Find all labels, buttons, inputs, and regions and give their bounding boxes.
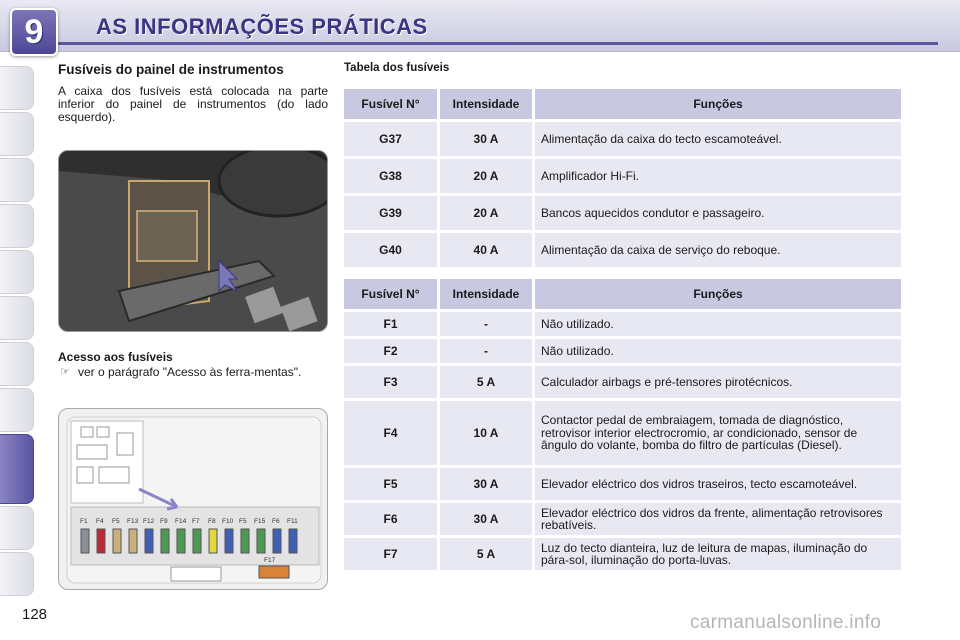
fuse-function: Elevador eléctrico dos vidros traseiros, tecto escamoteável. bbox=[535, 468, 901, 500]
table-row bbox=[344, 159, 901, 193]
table-row bbox=[344, 503, 901, 535]
col-header-functions: Funções bbox=[535, 279, 901, 309]
table-header-row bbox=[344, 279, 901, 309]
fuse-function: Não utilizado. bbox=[535, 312, 901, 336]
chapter-tab-10[interactable] bbox=[0, 506, 34, 550]
fuse-number: F5 bbox=[344, 468, 437, 500]
fuse-number: F1 bbox=[344, 312, 437, 336]
chapter-tabs bbox=[0, 52, 36, 612]
fuse-number: F2 bbox=[344, 339, 437, 363]
fuse-label: F4 bbox=[96, 518, 104, 525]
fuse-label: F13 bbox=[127, 518, 139, 525]
chapter-tab-4[interactable] bbox=[0, 204, 34, 248]
fuse-table-f bbox=[341, 276, 904, 573]
fuse-function: Alimentação da caixa de serviço do reboque. bbox=[535, 233, 901, 267]
fuse-function: Luz do tecto dianteira, luz de leitura de mapas, iluminação do pára-sol, iluminação do porta-luvas. bbox=[535, 538, 901, 570]
table-row bbox=[344, 401, 901, 465]
fuse-number: G37 bbox=[344, 122, 437, 156]
fuse-function: Alimentação da caixa do tecto escamoteável. bbox=[535, 122, 901, 156]
left-column bbox=[58, 62, 328, 124]
fuse-label: F11 bbox=[287, 518, 298, 525]
access-text: ver o parágrafo "Acesso às ferra-mentas". bbox=[78, 365, 302, 379]
chapter-tab-11[interactable] bbox=[0, 552, 34, 596]
fuse-amperage: 30 A bbox=[440, 468, 532, 500]
fuse-number: F4 bbox=[344, 401, 437, 465]
page-title: AS INFORMAÇÕES PRÁTICAS bbox=[96, 14, 428, 39]
watermark: carmanualsonline.info bbox=[690, 612, 882, 633]
fuse-amperage: - bbox=[440, 312, 532, 336]
fuse-amperage: 30 A bbox=[440, 503, 532, 535]
fuse-amperage: 30 A bbox=[440, 122, 532, 156]
fuse-function: Contactor pedal de embraiagem, tomada de diagnóstico, retrovisor interior electrocromio, ar condicionado, sensor de ângulo do volante, bomba do filtro de partículas (Diesel). bbox=[535, 401, 901, 465]
section-body: A caixa dos fusíveis está colocada na parte inferior do painel de instrumentos (do lado esquerdo). bbox=[58, 84, 328, 124]
fuse-amperage: 40 A bbox=[440, 233, 532, 267]
table-row bbox=[344, 233, 901, 267]
fuse-label: F12 bbox=[143, 518, 155, 525]
chapter-tab-2[interactable] bbox=[0, 112, 34, 156]
col-header-fuse: Fusível N° bbox=[344, 279, 437, 309]
chapter-badge: 9 bbox=[10, 8, 58, 56]
fuse-label: F5 bbox=[112, 518, 120, 525]
fuse-table-g bbox=[341, 86, 904, 270]
fuse-label: F10 bbox=[222, 518, 234, 525]
chapter-tab-8[interactable] bbox=[0, 388, 34, 432]
chapter-tab-5[interactable] bbox=[0, 250, 34, 294]
fuse-number: F6 bbox=[344, 503, 437, 535]
fuse-label: F14 bbox=[175, 518, 187, 525]
page-header bbox=[0, 0, 960, 52]
chapter-tab-6[interactable] bbox=[0, 296, 34, 340]
col-header-fuse: Fusível N° bbox=[344, 89, 437, 119]
fuse-label: F8 bbox=[208, 518, 216, 525]
fuse-function: Calculador airbags e pré-tensores pirotécnicos. bbox=[535, 366, 901, 398]
access-note bbox=[58, 366, 326, 379]
fuse-number: G39 bbox=[344, 196, 437, 230]
fuse-number: F7 bbox=[344, 538, 437, 570]
table-row bbox=[344, 196, 901, 230]
fuse-amperage: 20 A bbox=[440, 159, 532, 193]
fuse-box-illustration bbox=[59, 409, 328, 590]
header-rule bbox=[58, 42, 938, 45]
section-heading: Fusíveis do painel de instrumentos bbox=[58, 62, 284, 77]
col-header-amperage: Intensidade bbox=[440, 279, 532, 309]
table-title: Tabela dos fusíveis bbox=[344, 62, 450, 74]
fuse-label: F1 bbox=[80, 518, 88, 525]
fuse-label-f17: F17 bbox=[264, 557, 276, 564]
chapter-tab-3[interactable] bbox=[0, 158, 34, 202]
table-row bbox=[344, 339, 901, 363]
fuse-amperage: 5 A bbox=[440, 366, 532, 398]
chapter-tab-9-active[interactable] bbox=[0, 434, 34, 504]
chapter-tab-1[interactable] bbox=[0, 66, 34, 110]
fuse-function: Não utilizado. bbox=[535, 339, 901, 363]
fuse-amperage: 5 A bbox=[440, 538, 532, 570]
table-row bbox=[344, 366, 901, 398]
hand-pointer-icon: ☞ bbox=[60, 366, 70, 378]
fuse-number: G38 bbox=[344, 159, 437, 193]
chapter-tab-7[interactable] bbox=[0, 342, 34, 386]
table-row bbox=[344, 312, 901, 336]
fuse-label: F15 bbox=[254, 518, 266, 525]
table-row bbox=[344, 538, 901, 570]
fuse-amperage: 10 A bbox=[440, 401, 532, 465]
col-header-amperage: Intensidade bbox=[440, 89, 532, 119]
dashboard-photo bbox=[58, 150, 328, 332]
fuse-amperage: 20 A bbox=[440, 196, 532, 230]
table-header-row bbox=[344, 89, 901, 119]
fuse-function: Amplificador Hi-Fi. bbox=[535, 159, 901, 193]
page-number: 128 bbox=[22, 606, 48, 623]
fuse-label: F6 bbox=[272, 518, 280, 525]
fuse-function: Elevador eléctrico dos vidros da frente, alimentação retrovisores rebatíveis. bbox=[535, 503, 901, 535]
fuse-number: F3 bbox=[344, 366, 437, 398]
table-row bbox=[344, 468, 901, 500]
fuse-label: F9 bbox=[160, 518, 168, 525]
access-heading: Acesso aos fusíveis bbox=[58, 350, 173, 364]
table-row bbox=[344, 122, 901, 156]
fuse-number: G40 bbox=[344, 233, 437, 267]
fuse-label: F5 bbox=[239, 518, 247, 525]
fuse-tables bbox=[344, 62, 904, 573]
fuse-amperage: - bbox=[440, 339, 532, 363]
fuse-function: Bancos aquecidos condutor e passageiro. bbox=[535, 196, 901, 230]
col-header-functions: Funções bbox=[535, 89, 901, 119]
fuse-box-diagram bbox=[58, 408, 328, 590]
fuse-label: F7 bbox=[192, 518, 200, 525]
dashboard-illustration bbox=[59, 151, 328, 332]
